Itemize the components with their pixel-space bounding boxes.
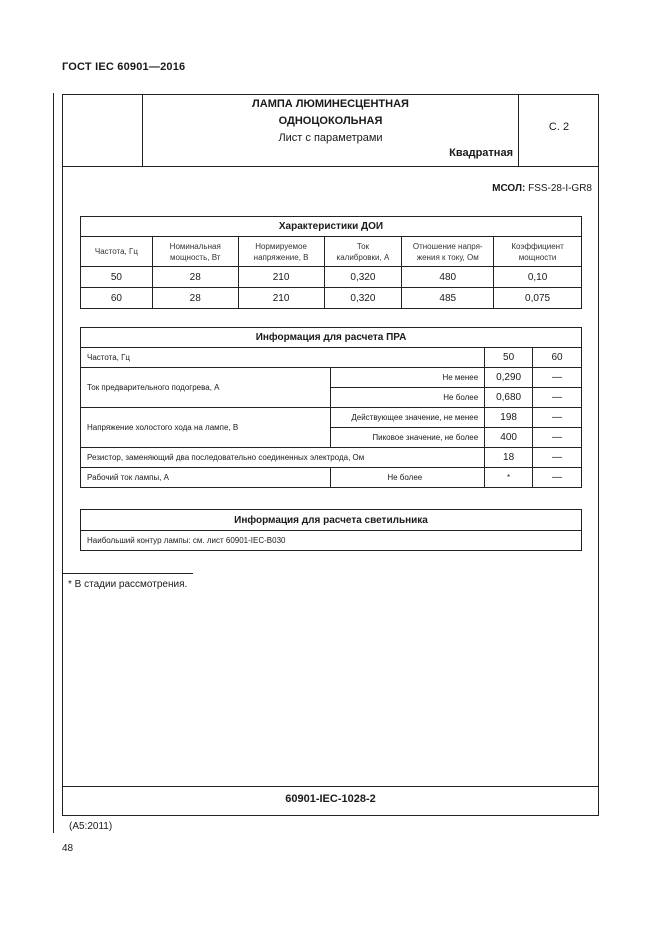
- sheet-page-ref: С. 2: [548, 121, 570, 133]
- table-cell: —: [533, 468, 582, 488]
- column-header: Отношение напря- жения к току, Ом: [402, 237, 494, 267]
- table-cell: 60: [533, 348, 582, 368]
- table-row: [81, 368, 582, 388]
- table-caption: Характеристики ДОИ: [81, 217, 582, 237]
- table-cell: 60: [81, 288, 153, 309]
- frame-divider-top: [62, 166, 599, 167]
- column-header: Коэффициент мощности: [494, 237, 582, 267]
- table-row: [81, 348, 582, 368]
- table-cell: 485: [402, 288, 494, 309]
- msol-value: FSS-28-I-GR8: [528, 183, 592, 194]
- table-row: [81, 448, 582, 468]
- limit-label: Не более: [331, 388, 485, 408]
- lamp-cap-title: ОДНОЦОКОЛЬНАЯ: [278, 115, 383, 127]
- table-cell: —: [533, 388, 582, 408]
- table-cell: —: [533, 408, 582, 428]
- table-caption: Информация для расчета светильника: [81, 510, 582, 531]
- table-row: [81, 531, 582, 551]
- table-cell: 18: [485, 448, 533, 468]
- operating-current-label: Рабочий ток лампы, А: [81, 468, 331, 488]
- open-circuit-voltage-label: Напряжение холостого хода на лампе, В: [81, 408, 331, 448]
- table-row: [81, 468, 582, 488]
- column-header: Нормируемое напряжение, В: [238, 237, 324, 267]
- footnote: * В стадии рассмотрения.: [68, 579, 188, 590]
- luminaire-info-table: [80, 509, 582, 551]
- table-row: [81, 408, 582, 428]
- table-cell: 0,075: [494, 288, 582, 309]
- ballast-info-table: [80, 327, 582, 488]
- column-header: Номинальная мощность, Вт: [152, 237, 238, 267]
- column-header: Ток калибровки, А: [324, 237, 402, 267]
- table-cell: 28: [152, 288, 238, 309]
- table-cell: *: [485, 468, 533, 488]
- table-cell: 400: [485, 428, 533, 448]
- limit-label: Не более: [331, 468, 485, 488]
- preheat-current-label: Ток предварительного подогрева, А: [81, 368, 331, 408]
- table-cell: 210: [238, 267, 324, 288]
- table-row: [81, 288, 582, 309]
- table-header-row: [81, 237, 582, 267]
- lamp-shape: Квадратная: [449, 147, 513, 159]
- table-cell: 50: [485, 348, 533, 368]
- table-row: [81, 267, 582, 288]
- amendment-note: (А5:2011): [69, 821, 113, 832]
- table-cell: 210: [238, 288, 324, 309]
- table-cell: Наибольший контур лампы: см. лист 60901-IEC-B030: [81, 531, 582, 551]
- table-cell: 0,10: [494, 267, 582, 288]
- table-caption: Информация для расчета ПРА: [81, 328, 582, 348]
- table-cell: 480: [402, 267, 494, 288]
- limit-label: Не менее: [331, 368, 485, 388]
- table-cell: —: [533, 448, 582, 468]
- page-number: 48: [62, 843, 74, 854]
- standard-header: ГОСТ IEC 60901—2016: [62, 61, 186, 73]
- frame-divider-bottom: [62, 786, 599, 787]
- lamp-type-title: ЛАМПА ЛЮМИНЕСЦЕНТНАЯ: [252, 98, 409, 110]
- table-cell: 0,680: [485, 388, 533, 408]
- table-cell: 0,320: [324, 288, 402, 309]
- table-cell: 28: [152, 267, 238, 288]
- sheet-number: 60901-IEC-1028-2: [285, 793, 376, 805]
- limit-label: Пиковое значение, не более: [331, 428, 485, 448]
- table-cell: —: [533, 428, 582, 448]
- msol-label: МСОЛ:: [492, 183, 526, 194]
- msol-designation: [400, 183, 592, 194]
- table-cell: 0,320: [324, 267, 402, 288]
- margin-change-bar: [53, 93, 54, 833]
- column-header: Частота, Гц: [81, 237, 153, 267]
- footnote-separator: [62, 573, 193, 574]
- lamp-characteristics-table: [80, 216, 582, 309]
- sheet-subtitle: Лист с параметрами: [278, 132, 383, 144]
- table-cell: 50: [81, 267, 153, 288]
- resistor-label: Резистор, заменяющий два последовательно соединенных электрода, Ом: [81, 448, 485, 468]
- table-cell: 0,290: [485, 368, 533, 388]
- table-cell: —: [533, 368, 582, 388]
- table-cell: 198: [485, 408, 533, 428]
- frequency-label: Частота, Гц: [81, 348, 485, 368]
- limit-label: Действующее значение, не менее: [331, 408, 485, 428]
